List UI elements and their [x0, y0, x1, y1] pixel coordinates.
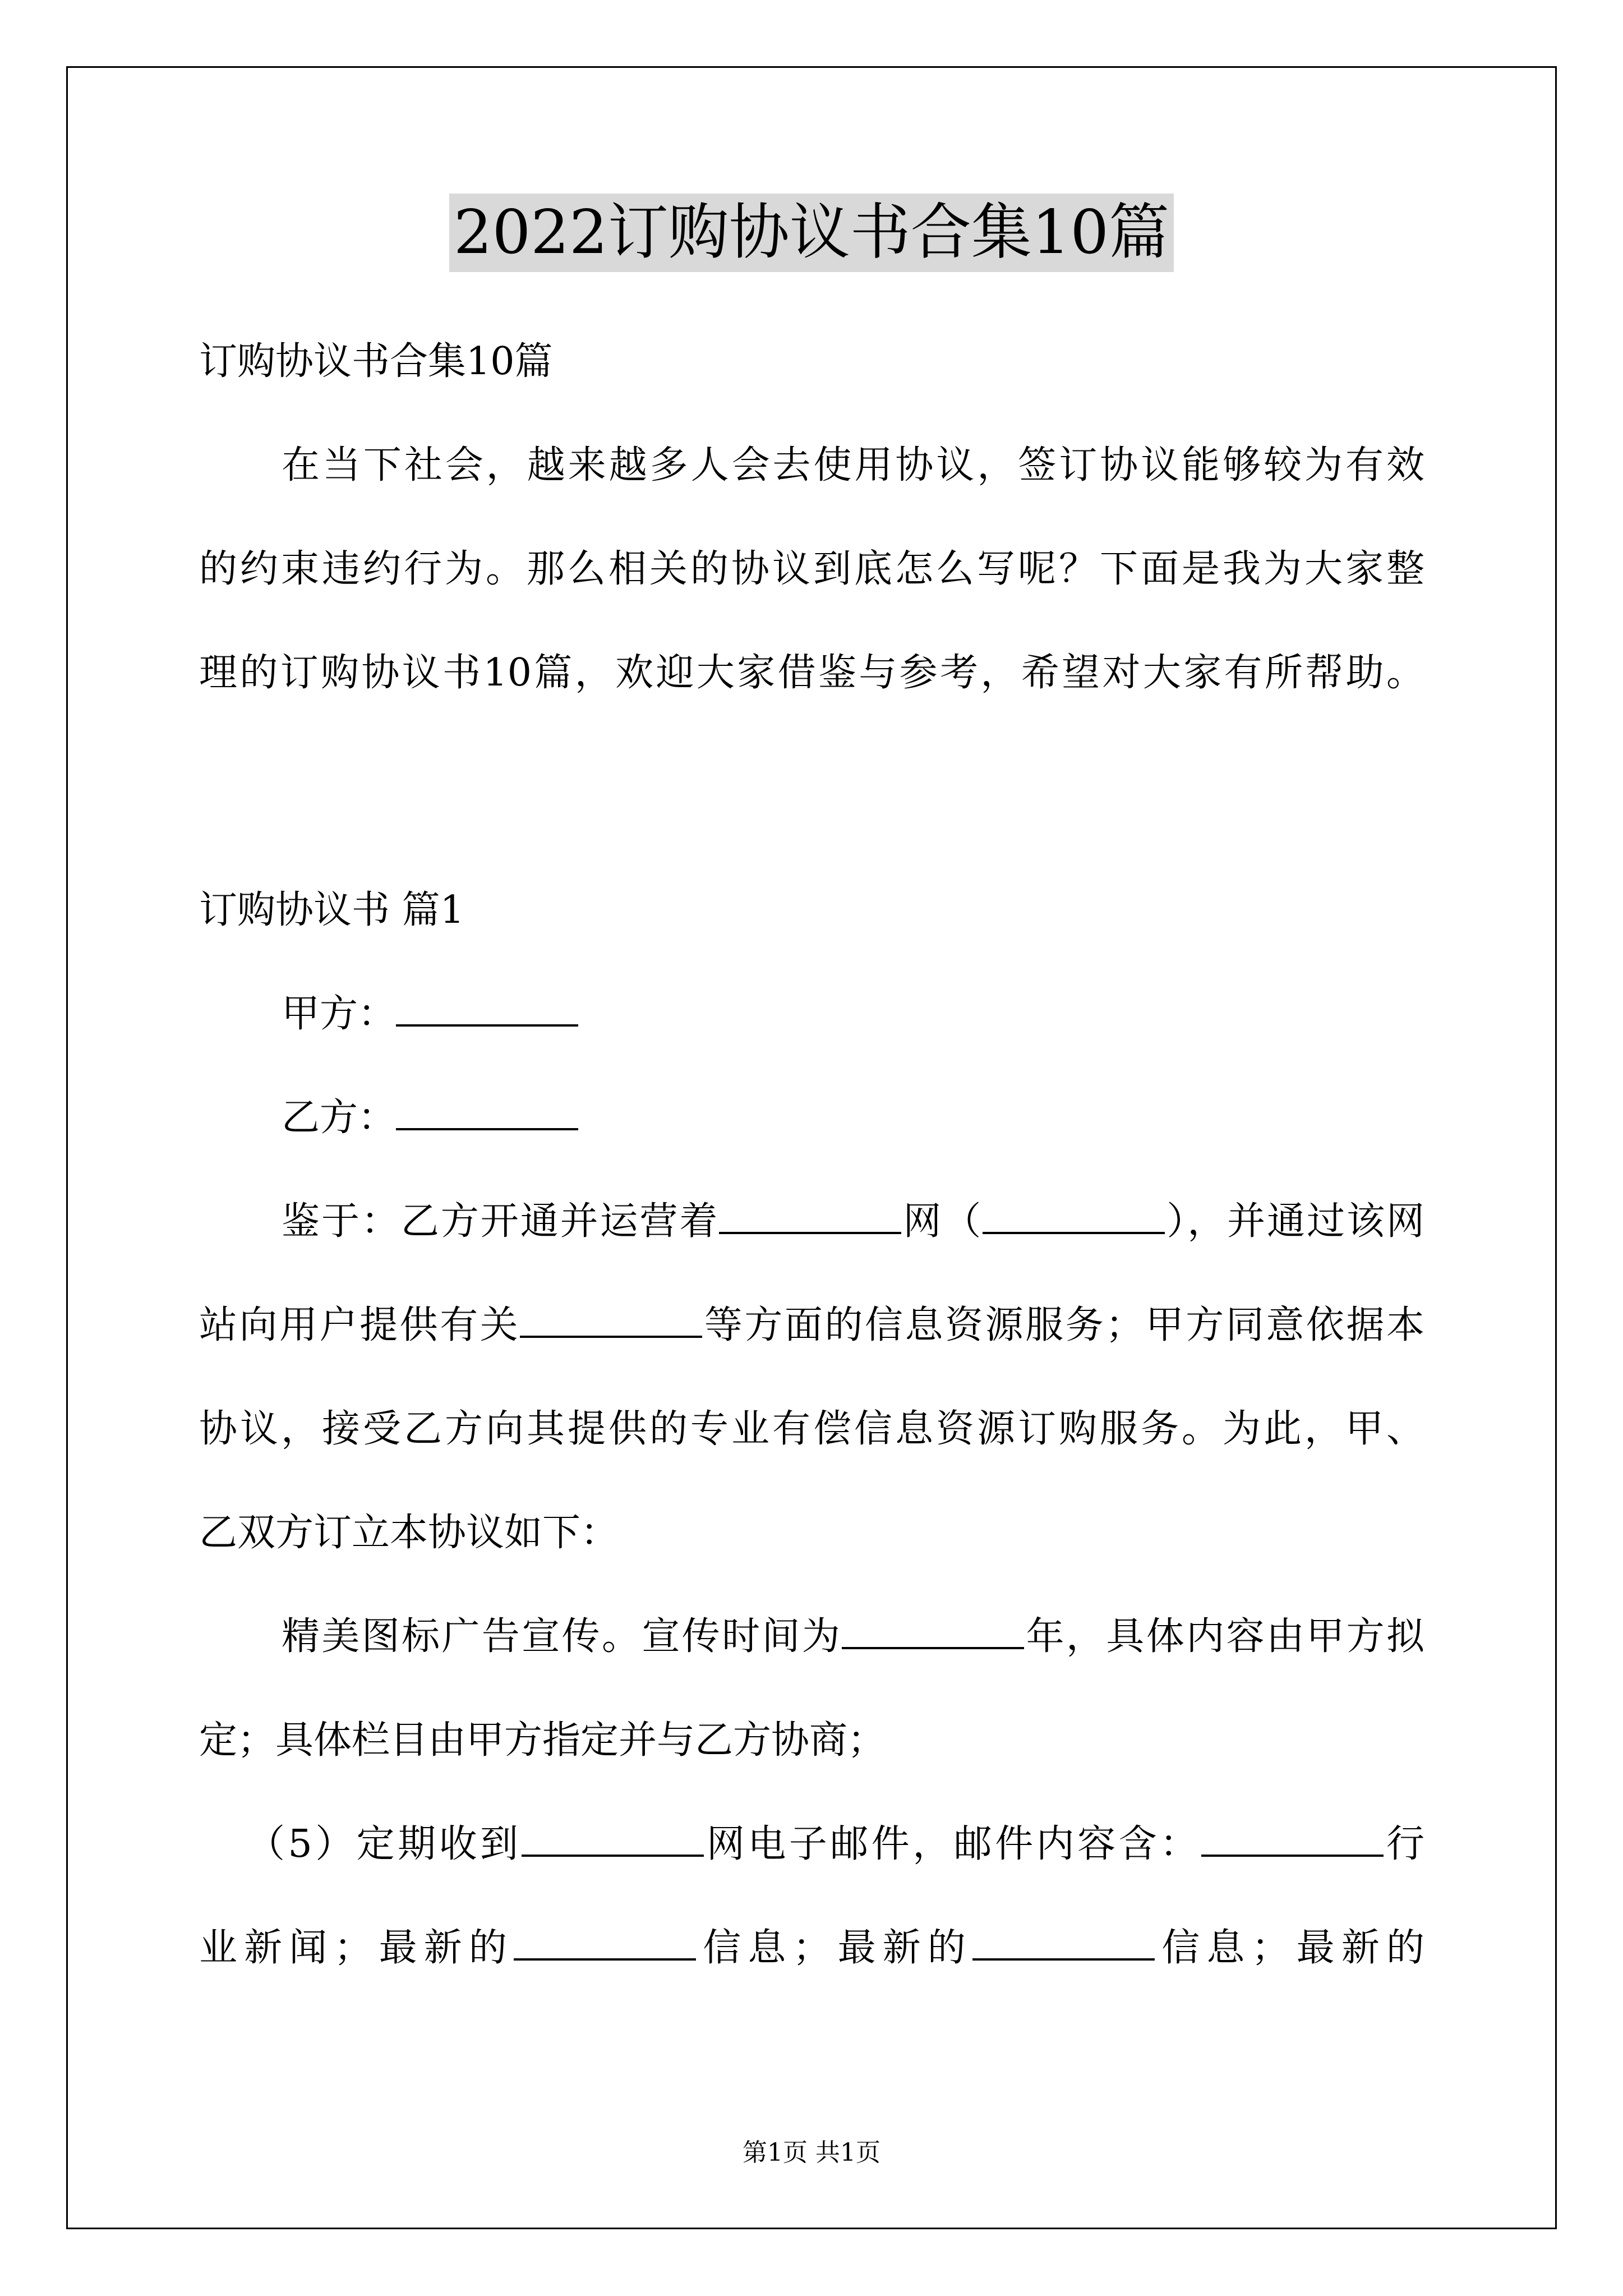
blank-field [514, 1925, 696, 1961]
para2-line-1 [282, 1612, 1424, 1662]
text-segment: 鉴于：乙方开通并运营着 [282, 1199, 720, 1244]
intro-line-2: 的约束违约行为。那么相关的协议到底怎么写呢？下面是我为大家整 [199, 547, 1424, 591]
blank-field [520, 1302, 702, 1338]
para2-line-2: 定；具体栏目由甲方指定并与乙方协商； [199, 1718, 886, 1763]
party-b-line [282, 1093, 578, 1143]
party-a-label: 甲方： [282, 992, 396, 1036]
page-border [66, 66, 1557, 2229]
blank-field [396, 1094, 578, 1130]
para1-line-3: 协议，接受乙方向其提供的专业有偿信息资源订购服务。为此，甲、 [199, 1407, 1424, 1451]
text-segment: 业新闻；最新的 [199, 1926, 514, 1970]
text-segment: 信息；最新的 [696, 1926, 973, 1970]
blank-field [719, 1198, 901, 1234]
blank-field [1201, 1821, 1384, 1857]
text-segment: 精美图标广告宣传。宣传时间为 [282, 1614, 842, 1659]
blank-field [396, 991, 578, 1027]
blank-field [972, 1925, 1155, 1961]
party-b-label: 乙方： [282, 1096, 396, 1140]
text-segment: 等方面的信息资源服务；甲方同意依据本 [702, 1303, 1424, 1347]
blank-field [842, 1613, 1024, 1649]
para1-line-2 [199, 1300, 1424, 1351]
intro-line-3: 理的订购协议书10篇，欢迎大家借鉴与参考，希望对大家有所帮助。 [199, 651, 1424, 695]
subtitle: 订购协议书合集10篇 [199, 339, 553, 384]
text-segment: 网（ [901, 1199, 983, 1244]
text-segment: ），并通过该网 [1165, 1199, 1424, 1244]
section-heading: 订购协议书 篇1 [199, 888, 464, 932]
para3-line-1 [247, 1819, 1424, 1870]
document-title [0, 194, 1623, 272]
page-footer: 第1页 共1页 [743, 2138, 880, 2167]
para3-line-2 [199, 1923, 1424, 1973]
text-segment: （5）定期收到 [247, 1822, 522, 1866]
text-segment: 信息；最新的 [1155, 1926, 1424, 1970]
text-segment: 网电子邮件，邮件内容含： [703, 1822, 1201, 1866]
para1-line-1 [282, 1197, 1424, 1247]
text-segment: 行 [1383, 1822, 1424, 1866]
para1-line-4: 乙双方订立本协议如下： [199, 1511, 619, 1555]
text-segment: 站向用户提供有关 [199, 1303, 520, 1347]
blank-field [522, 1821, 704, 1857]
intro-line-1: 在当下社会，越来越多人会去使用协议，签订协议能够较为有效 [282, 443, 1424, 487]
text-segment: 年，具体内容由甲方拟 [1024, 1614, 1424, 1659]
party-a-line [282, 989, 578, 1039]
blank-field [983, 1198, 1165, 1234]
title-text: 2022订购协议书合集10篇 [449, 194, 1174, 272]
